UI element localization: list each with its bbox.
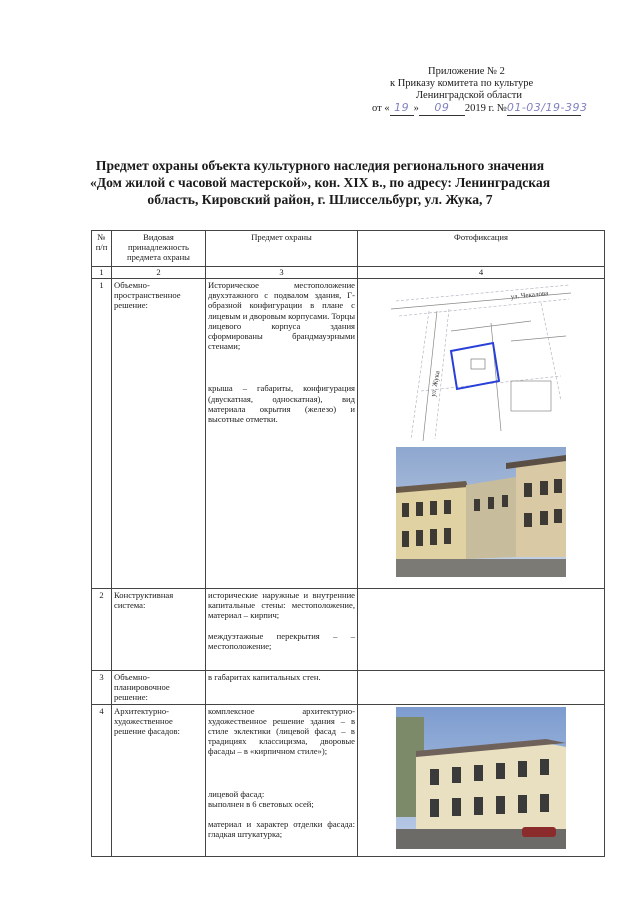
subject-paragraph: междуэтажные перекрытия – – местоположение; <box>208 630 355 651</box>
date-prefix: от « <box>372 103 390 114</box>
map-street-label-chekalova: ул. Чекалова <box>510 289 549 301</box>
subject-paragraph: выполнен в 6 световых осей; <box>208 798 314 809</box>
document-title <box>40 157 600 208</box>
appendix-line-1: Приложение № 2 <box>428 66 505 77</box>
title-line-3: область, Кировский район, г. Шлиссельбург, ул. Жука, 7 <box>147 192 493 207</box>
table-row <box>92 589 605 671</box>
subject-paragraph: Историческое местоположение двухэтажного с подвалом здания, Г-образной конфигурации в плане с лицевым и дворовым корпусами. Торцы лицевого корпуса здания сформированы брандмауэрными стенами; <box>208 280 356 352</box>
table-row <box>92 704 605 856</box>
column-number-row <box>92 267 605 279</box>
protection-table <box>91 230 605 857</box>
order-number-handwritten: 01-03/19-393 <box>506 101 588 114</box>
col-number-3: 3 <box>206 267 358 279</box>
header-number: № п/п <box>92 231 112 267</box>
col-number-2: 2 <box>112 267 206 279</box>
date-month-handwritten: 09 <box>434 101 450 114</box>
col-number-4: 4 <box>358 267 605 279</box>
subject-paragraph: комплексное архитектурно-художественное решение здания – в стиле эклектики (лицевой фасад – в традициях классицизма, дворовые фасады – в «кирпичном стиле»); <box>208 705 355 757</box>
table-header-row <box>92 231 605 267</box>
subject-paragraph: лицевой фасад: <box>208 788 265 799</box>
header-type: Видовая принадлежность предмета охраны <box>112 231 206 267</box>
subject-paragraph: в габаритах капитальных стен. <box>208 672 321 682</box>
table-row <box>92 671 605 705</box>
header-subject: Предмет охраны <box>206 231 358 267</box>
row-subject <box>206 589 358 671</box>
subject-paragraph: исторические наружные и внутренние капитальные стены: местоположение, материал – кирпич; <box>208 590 355 621</box>
row-number: 2 <box>92 589 112 671</box>
col-number-1: 1 <box>92 267 112 279</box>
subject-paragraph: материал и характер отделки фасада: гладкая штукатурка; <box>208 819 355 840</box>
row-type: Объемно-планировочное решение: <box>112 671 206 705</box>
row-subject <box>206 671 358 705</box>
site-plan-map <box>391 281 571 441</box>
row-type: Конструктивная система: <box>112 589 206 671</box>
row-subject <box>206 279 358 589</box>
map-street-label-zhuka: ул. Жука <box>429 370 442 398</box>
appendix-line-3: Ленинградской области <box>416 90 522 101</box>
row-number: 3 <box>92 671 112 705</box>
building-photo-1 <box>396 447 566 577</box>
date-suffix: 2019 г. № <box>464 103 507 114</box>
row-photo <box>358 589 605 671</box>
row-number: 1 <box>92 279 112 589</box>
appendix-line-2: к Приказу комитета по культуре <box>390 78 534 89</box>
subject-paragraph: крыша – габариты, конфигурация (двускатная, односкатная), вид материала окрытия (железо) и высотные отметки. <box>208 383 355 425</box>
row-photo <box>358 704 605 856</box>
row-type: Объемно-пространственное решение: <box>112 279 206 589</box>
row-number: 4 <box>92 704 112 856</box>
building-photo-2 <box>396 707 566 849</box>
row-photo <box>358 671 605 705</box>
header-photo: Фотофиксация <box>358 231 605 267</box>
appendix-date-line <box>372 102 612 116</box>
table-row <box>92 279 605 589</box>
date-day-handwritten: 19 <box>394 101 410 114</box>
title-line-1: Предмет охраны объекта культурного наследия регионального значения <box>95 158 545 173</box>
appendix-block <box>372 66 612 116</box>
date-mid: » <box>413 103 419 114</box>
row-photo <box>358 279 605 589</box>
title-line-2: «Дом жилой с часовой мастерской», кон. XIX в., по адресу: Ленинградская <box>89 175 551 190</box>
row-subject <box>206 704 358 856</box>
row-type: Архитектурно-художественное решение фасадов: <box>112 704 206 856</box>
